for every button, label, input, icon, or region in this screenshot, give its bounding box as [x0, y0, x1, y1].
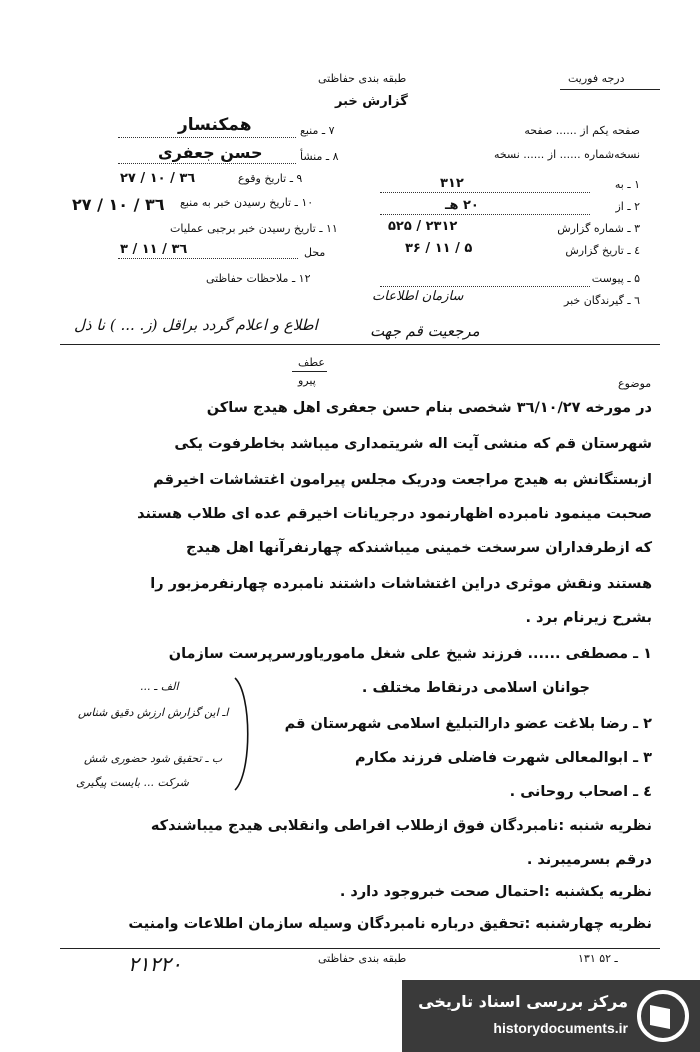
subject-label: موضوع: [618, 377, 652, 390]
list-item: ٤ ـ اصحاب روحانی .: [509, 784, 652, 800]
archive-logo: [402, 980, 700, 1052]
to-dotline: [380, 192, 590, 193]
ops-date-label: ۱۱ ـ تاریخ رسیدن خبر برجبی عملیات: [170, 222, 338, 235]
received-date-label: ۱۰ ـ تاریخ رسیدن خبر به منبع: [180, 196, 314, 209]
classification-bottom: طبقه بندی حفاظتی: [318, 952, 407, 965]
margin-note: اـ این گزارش ارزش دقیق شناس: [78, 706, 229, 719]
place-label: محل: [304, 246, 326, 259]
ref2-label: پیرو: [298, 374, 316, 387]
origin-value: حسن جعفری: [158, 143, 263, 162]
origin-label: ۸ ـ منشأ: [300, 150, 339, 163]
ref1-label: عطف: [298, 356, 325, 369]
ref-divider: [292, 371, 327, 372]
source-value: همکنسار: [178, 115, 252, 135]
footer-divider: [60, 948, 660, 949]
received-date-value: ۳٦ / ۱۰ / ۲۷: [72, 195, 165, 214]
body-line: بشرح زیرنام برد .: [525, 610, 652, 626]
opinion-line: نظریه یکشنبه :احتمال صحت خبروجود دارد .: [339, 884, 652, 900]
margin-note: الف ـ ...: [140, 680, 179, 693]
opinion-line: نظریه شنبه :نامبردگان فوق ازطلاب افراطی وانقلابی هیدج میباشندکه: [150, 818, 652, 834]
recipients-label: ٦ ـ گیرندگان خبر: [564, 294, 640, 307]
to-value: ۳۱۲: [440, 176, 464, 191]
body-line: در مورخه ۳٦/۱۰/۲۷ شخصی بنام حسن جعفری اهل هیدج ساکن: [206, 400, 652, 416]
opinion-line: نظریه چهارشنبه :تحقیق درباره نامبردگان وسیله سازمان اطلاعات وامنیت: [128, 916, 652, 932]
form-code: ۱۳۱ ـ ۵۲: [578, 952, 618, 965]
report-date-label: ٤ ـ تاریخ گزارش: [565, 244, 640, 257]
to-label: ۱ ـ به: [614, 178, 640, 191]
handwritten-routing-note-right: مرجعیت قم جهت: [370, 322, 480, 340]
handwritten-number: ۲۱۲۲۰: [128, 952, 182, 976]
source-dotline: [118, 137, 296, 138]
origin-dotline: [118, 163, 296, 164]
report-number-value: ۲۳۱۲ / ۵۲۵: [388, 219, 458, 234]
place-value: ۳٦ / ۱۱ / ۳: [120, 242, 188, 257]
attachment-dotline: [380, 286, 590, 287]
archive-emblem-icon: [636, 989, 690, 1043]
source-label: ۷ ـ منبع: [300, 124, 335, 137]
body-line: شهرستان قم که منشی آیت اله شریتمداری میباشد بخاطرفوت یکی: [174, 436, 652, 452]
event-date-label: ۹ ـ تاریخ وقوع: [238, 172, 303, 185]
report-number-label: ۳ ـ شماره گزارش: [557, 222, 640, 235]
margin-bracket: [230, 674, 260, 794]
opinion-line: درقم بسرمیبرند .: [526, 852, 652, 868]
event-date-value: ۳٦ / ۱۰ / ۲۷: [120, 171, 196, 186]
body-line: که ازطرفداران سرسخت خمینی میباشندکه چهارنفرآنها اهل هیدج: [185, 540, 652, 556]
from-dotline: [380, 214, 590, 215]
margin-note: شرکت ... بایست پیگیری: [76, 776, 189, 789]
handwritten-routing-note: اطلاع و اعلام گردد براقل (ز. ... ) نا ذل: [74, 316, 318, 334]
logo-text-en: historydocuments.ir: [493, 1020, 628, 1036]
body-line: ازبستگانش به هیدج مراجعت ودریک مجلس پیرامون اغتشاشات اخیرقم: [153, 472, 652, 488]
from-value: ۲۰ هـ: [445, 198, 479, 213]
list-item: جوانان اسلامی درنقاط مختلف .: [361, 680, 590, 696]
copy-number-label: نسخه‌شماره ...... از ...... نسخه: [493, 148, 640, 161]
place-dotline: [118, 258, 298, 259]
list-item: ۱ ـ مصطفی ...... فرزند شیخ علی شغل ماموریاورسرپرست سازمان: [168, 646, 652, 662]
header-divider: [60, 344, 660, 345]
security-notes-label: ۱۲ ـ ملاحظات حفاظتی: [206, 272, 311, 285]
urgency-underline: [560, 89, 660, 90]
page-copy-label: صفحه یکم از ...... صفحه: [524, 124, 640, 137]
attachment-label: ۵ ـ پیوست: [591, 272, 640, 285]
margin-note: ب ـ تحقیق شود حضوری شش: [84, 752, 223, 765]
urgency-label: درجه فوریت: [568, 72, 625, 85]
classification-top: طبقه بندی حفاظتی: [318, 72, 407, 85]
list-item: ۳ ـ ابوالمعالی شهرت فاضلی فرزند مکارم: [355, 750, 652, 766]
recipients-value: سازمان اطلاعات: [372, 289, 464, 304]
from-label: ۲ ـ از: [615, 200, 640, 213]
report-title: گزارش خبر: [335, 94, 408, 109]
list-item: ۲ ـ رضا بلاغت عضو دارالتبلیغ اسلامی شهرستان قم: [284, 716, 652, 732]
logo-text-fa: مرکز بررسی اسناد تاریخی: [418, 992, 628, 1011]
body-line: هستند ونقش موثری دراین اغتشاشات داشتند نامبرده چهارنفرمزبور را: [150, 576, 652, 592]
body-line: صحبت مینمود نامبرده اظهارنمود درجریانات اخیرقم عده ای طلاب هستند: [137, 506, 652, 522]
report-date-value: ۵ / ۱۱ / ۳۶: [405, 241, 473, 256]
